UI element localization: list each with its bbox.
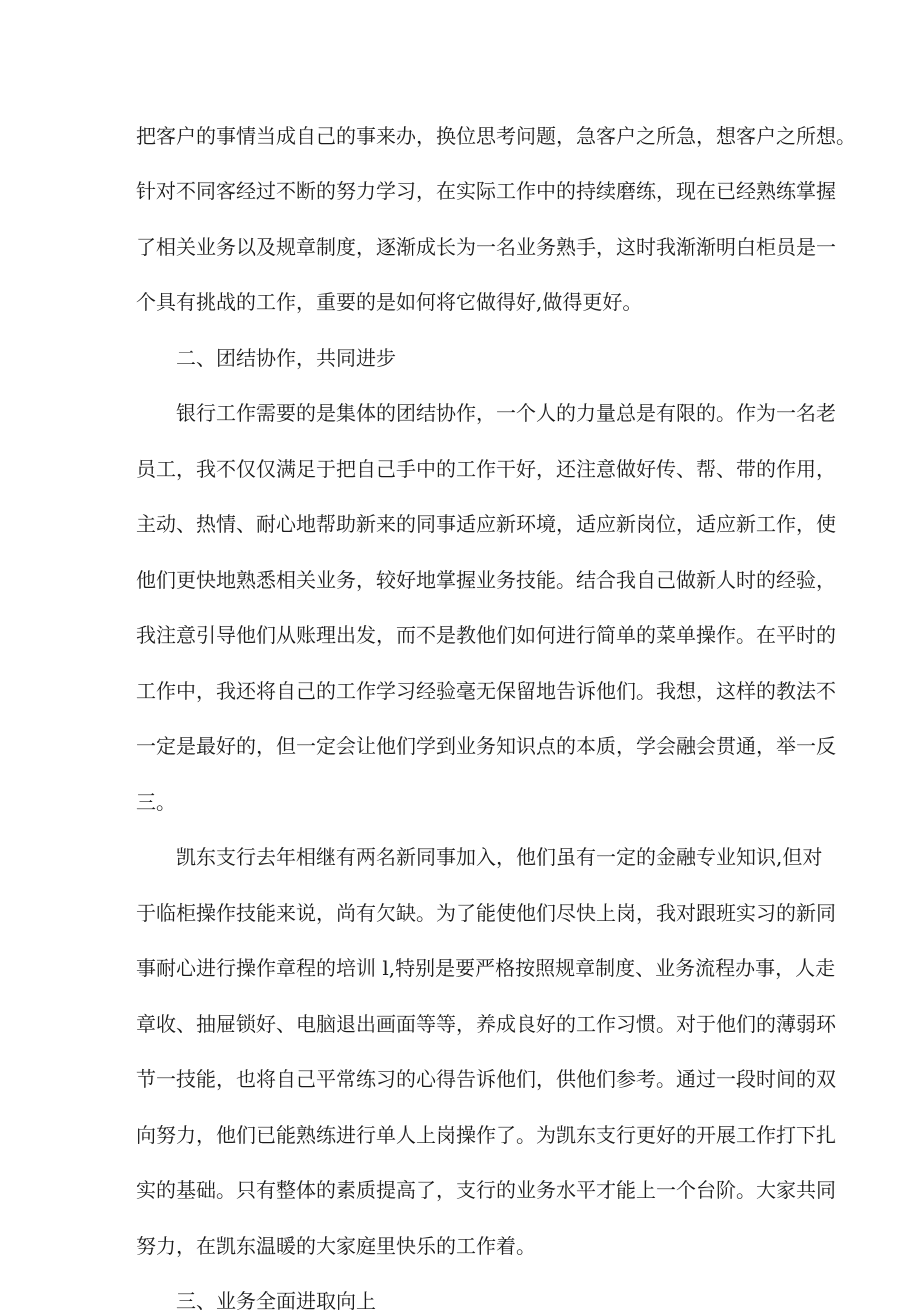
paragraph-2-line-8: 三。 [136, 790, 176, 814]
paragraph-2-line-6: 工作中，我还将自己的工作学习经验毫无保留地告诉他们。我想，这样的教法不 [136, 679, 836, 703]
paragraph-1-line-2: 针对不同客经过不断的努力学习，在实际工作中的持续磨练，现在已经熟练掌握 [136, 179, 836, 203]
paragraph-1-line-3: 了相关业务以及规章制度，逐渐成长为一名业务熟手，这时我渐渐明白柜员是一 [136, 235, 836, 259]
paragraph-1-line-4: 个具有挑战的工作，重要的是如何将它做得好,做得更好。 [136, 290, 643, 314]
paragraph-2-line-3: 主动、热情、耐心地帮助新来的同事适应新环境，适应新岗位，适应新工作，使 [136, 512, 836, 536]
paragraph-3-line-8: 努力，在凯东温暖的大家庭里快乐的工作着。 [136, 1234, 536, 1258]
paragraph-3-line-6: 向努力，他们已能熟练进行单人上岗操作了。为凯东支行更好的开展工作打下扎 [136, 1123, 836, 1147]
paragraph-3-line-1: 凯东支行去年相继有两名新同事加入，他们虽有一定的金融专业知识,但对 [176, 845, 823, 869]
paragraph-2-line-1: 银行工作需要的是集体的团结协作，一个人的力量总是有限的。作为一名老 [176, 401, 836, 425]
paragraph-1-line-1: 把客户的事情当成自己的事来办，换位思考问题，急客户之所急，想客户之所想。 [136, 124, 856, 148]
paragraph-3-line-2: 于临柜操作技能来说，尚有欠缺。为了能使他们尽快上岗，我对跟班实习的新同 [136, 901, 836, 925]
section-heading-3: 三、业务全面进取向上 [176, 1289, 376, 1313]
paragraph-2-line-7: 一定是最好的，但一定会让他们学到业务知识点的本质，学会融会贯通，举一反 [136, 734, 836, 758]
paragraph-3-line-5: 节一技能，也将自己平常练习的心得告诉他们，供他们参考。通过一段时间的双 [136, 1067, 836, 1091]
paragraph-2-line-5: 我注意引导他们从账理出发，而不是教他们如何进行简单的菜单操作。在平时的 [136, 623, 836, 647]
paragraph-3-line-3: 事耐心进行操作章程的培训 l,特别是要严格按照规章制度、业务流程办事，人走 [136, 956, 836, 980]
paragraph-2-line-2: 员工，我不仅仅满足于把自己手中的工作干好，还注意做好传、帮、带的作用， [136, 457, 836, 481]
section-heading-2: 二、团结协作，共同进步 [176, 346, 396, 370]
paragraph-3-line-4: 章收、抽屉锁好、电脑退出画面等等，养成良好的工作习惯。对于他们的薄弱环 [136, 1012, 836, 1036]
paragraph-2-line-4: 他们更快地熟悉相关业务，较好地掌握业务技能。结合我自己做新人时的经验， [136, 568, 836, 592]
paragraph-3-line-7: 实的基础。只有整体的素质提高了，支行的业务水平才能上一个台阶。大家共同 [136, 1178, 836, 1202]
